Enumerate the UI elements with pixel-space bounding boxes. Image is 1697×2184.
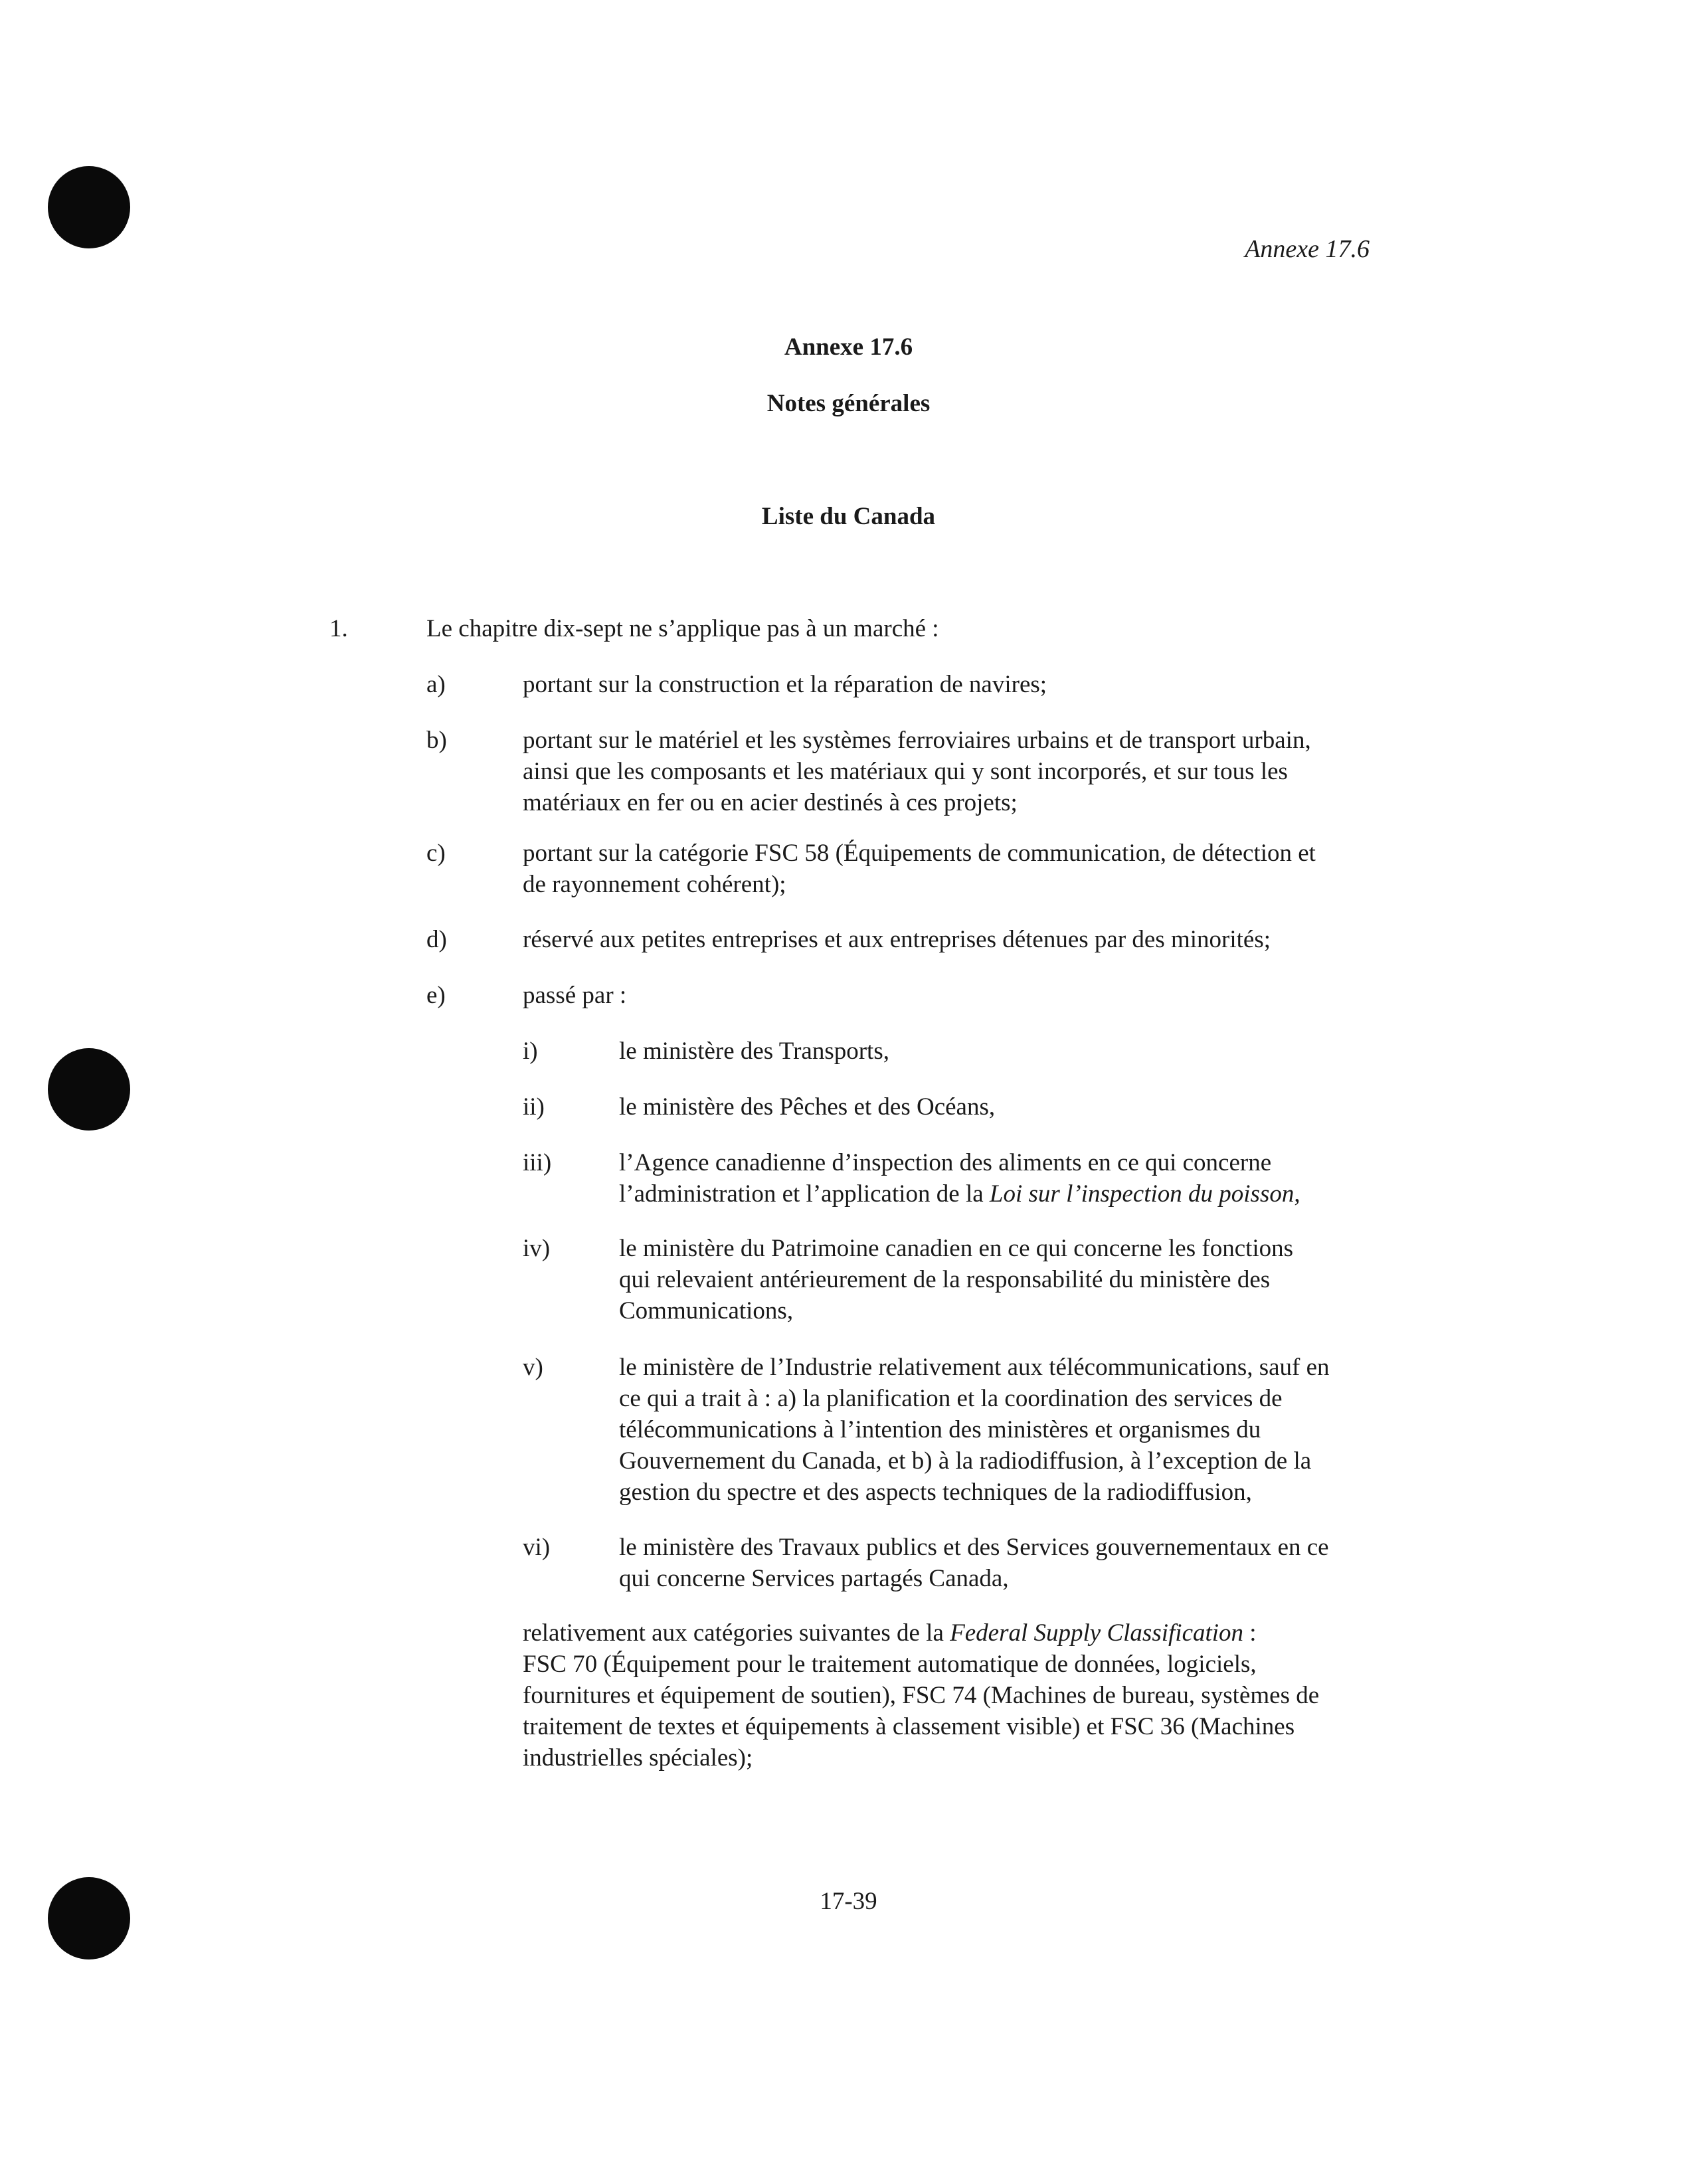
item-label: a) [426, 671, 446, 698]
subitem-label: i) [523, 1038, 538, 1065]
item-label: c) [426, 840, 446, 867]
subitem-label: iii) [523, 1149, 552, 1176]
subitem-text: le ministère des Travaux publics et des Services gouvernementaux en ce [619, 1534, 1329, 1561]
item-text: portant sur la construction et la réparation de navires; [523, 671, 1047, 698]
item-text: de rayonnement cohérent); [523, 871, 786, 898]
subitem-label: vi) [523, 1534, 551, 1561]
page-subtitle: Notes générales [766, 390, 931, 417]
item-text: portant sur le matériel et les systèmes ferroviaires urbains et de transport urbain, [523, 727, 1311, 754]
binder-hole-top [48, 166, 130, 248]
binder-hole-middle [48, 1048, 130, 1131]
closing-text-part: relativement aux catégories suivantes de la [523, 1619, 950, 1647]
act-title: Loi sur l’inspection du poisson [989, 1180, 1295, 1208]
closing-text-part: : [1243, 1619, 1257, 1647]
subitem-text: le ministère des Pêches et des Océans, [619, 1093, 996, 1121]
subitem-text: qui concerne Services partagés Canada, [619, 1565, 1009, 1592]
paragraph-intro: Le chapitre dix-sept ne s’applique pas à un marché : [426, 615, 939, 642]
subitem-text: le ministère des Transports, [619, 1038, 889, 1065]
item-text: matériaux en fer ou en acier destinés à ces projets; [523, 789, 1018, 816]
item-text: passé par : [523, 982, 627, 1009]
running-header: Annexe 17.6 [1245, 235, 1370, 263]
subitem-text-part: , [1294, 1180, 1300, 1208]
page-title: Annexe 17.6 [784, 333, 913, 361]
subitem-text: l’Agence canadienne d’inspection des aliments en ce qui concerne [619, 1149, 1272, 1176]
subitem-text: le ministère de l’Industrie relativement aux télécommunications, sauf en [619, 1354, 1330, 1381]
item-label: e) [426, 982, 446, 1009]
item-text: réservé aux petites entreprises et aux entreprises détenues par des minorités; [523, 926, 1271, 953]
item-text: ainsi que les composants et les matériaux qui y sont incorporés, et sur tous les [523, 758, 1288, 785]
closing-text: industrielles spéciales); [523, 1744, 753, 1772]
page-number: 17-39 [820, 1888, 877, 1915]
item-label: d) [426, 926, 447, 953]
closing-text [523, 1618, 1257, 1649]
subitem-text: Gouvernement du Canada, et b) à la radiodiffusion, à l’exception de la [619, 1447, 1312, 1475]
list-title: Liste du Canada [761, 503, 936, 530]
subitem-label: iv) [523, 1235, 551, 1262]
paragraph-number: 1. [329, 615, 348, 642]
classification-title: Federal Supply Classification [950, 1619, 1244, 1647]
subitem-text-part: l’administration et l’application de la [619, 1180, 990, 1208]
subitem-text: télécommunications à l’intention des ministères et organismes du [619, 1416, 1261, 1443]
subitem-text: Communications, [619, 1297, 794, 1324]
item-label: b) [426, 727, 447, 754]
subitem-text: qui relevaient antérieurement de la responsabilité du ministère des [619, 1266, 1271, 1293]
subitem-text: gestion du spectre et des aspects techniques de la radiodiffusion, [619, 1479, 1252, 1506]
closing-text: FSC 70 (Équipement pour le traitement automatique de données, logiciels, [523, 1651, 1257, 1678]
subitem-label: ii) [523, 1093, 545, 1121]
subitem-text [619, 1179, 1300, 1210]
item-text: portant sur la catégorie FSC 58 (Équipements de communication, de détection et [523, 840, 1316, 867]
subitem-text: le ministère du Patrimoine canadien en ce qui concerne les fonctions [619, 1235, 1294, 1262]
subitem-label: v) [523, 1354, 543, 1381]
closing-text: fournitures et équipement de soutien), FSC 74 (Machines de bureau, systèmes de [523, 1682, 1320, 1709]
subitem-text: ce qui a trait à : a) la planification et la coordination des services de [619, 1385, 1283, 1412]
closing-text: traitement de textes et équipements à classement visible) et FSC 36 (Machines [523, 1713, 1295, 1740]
